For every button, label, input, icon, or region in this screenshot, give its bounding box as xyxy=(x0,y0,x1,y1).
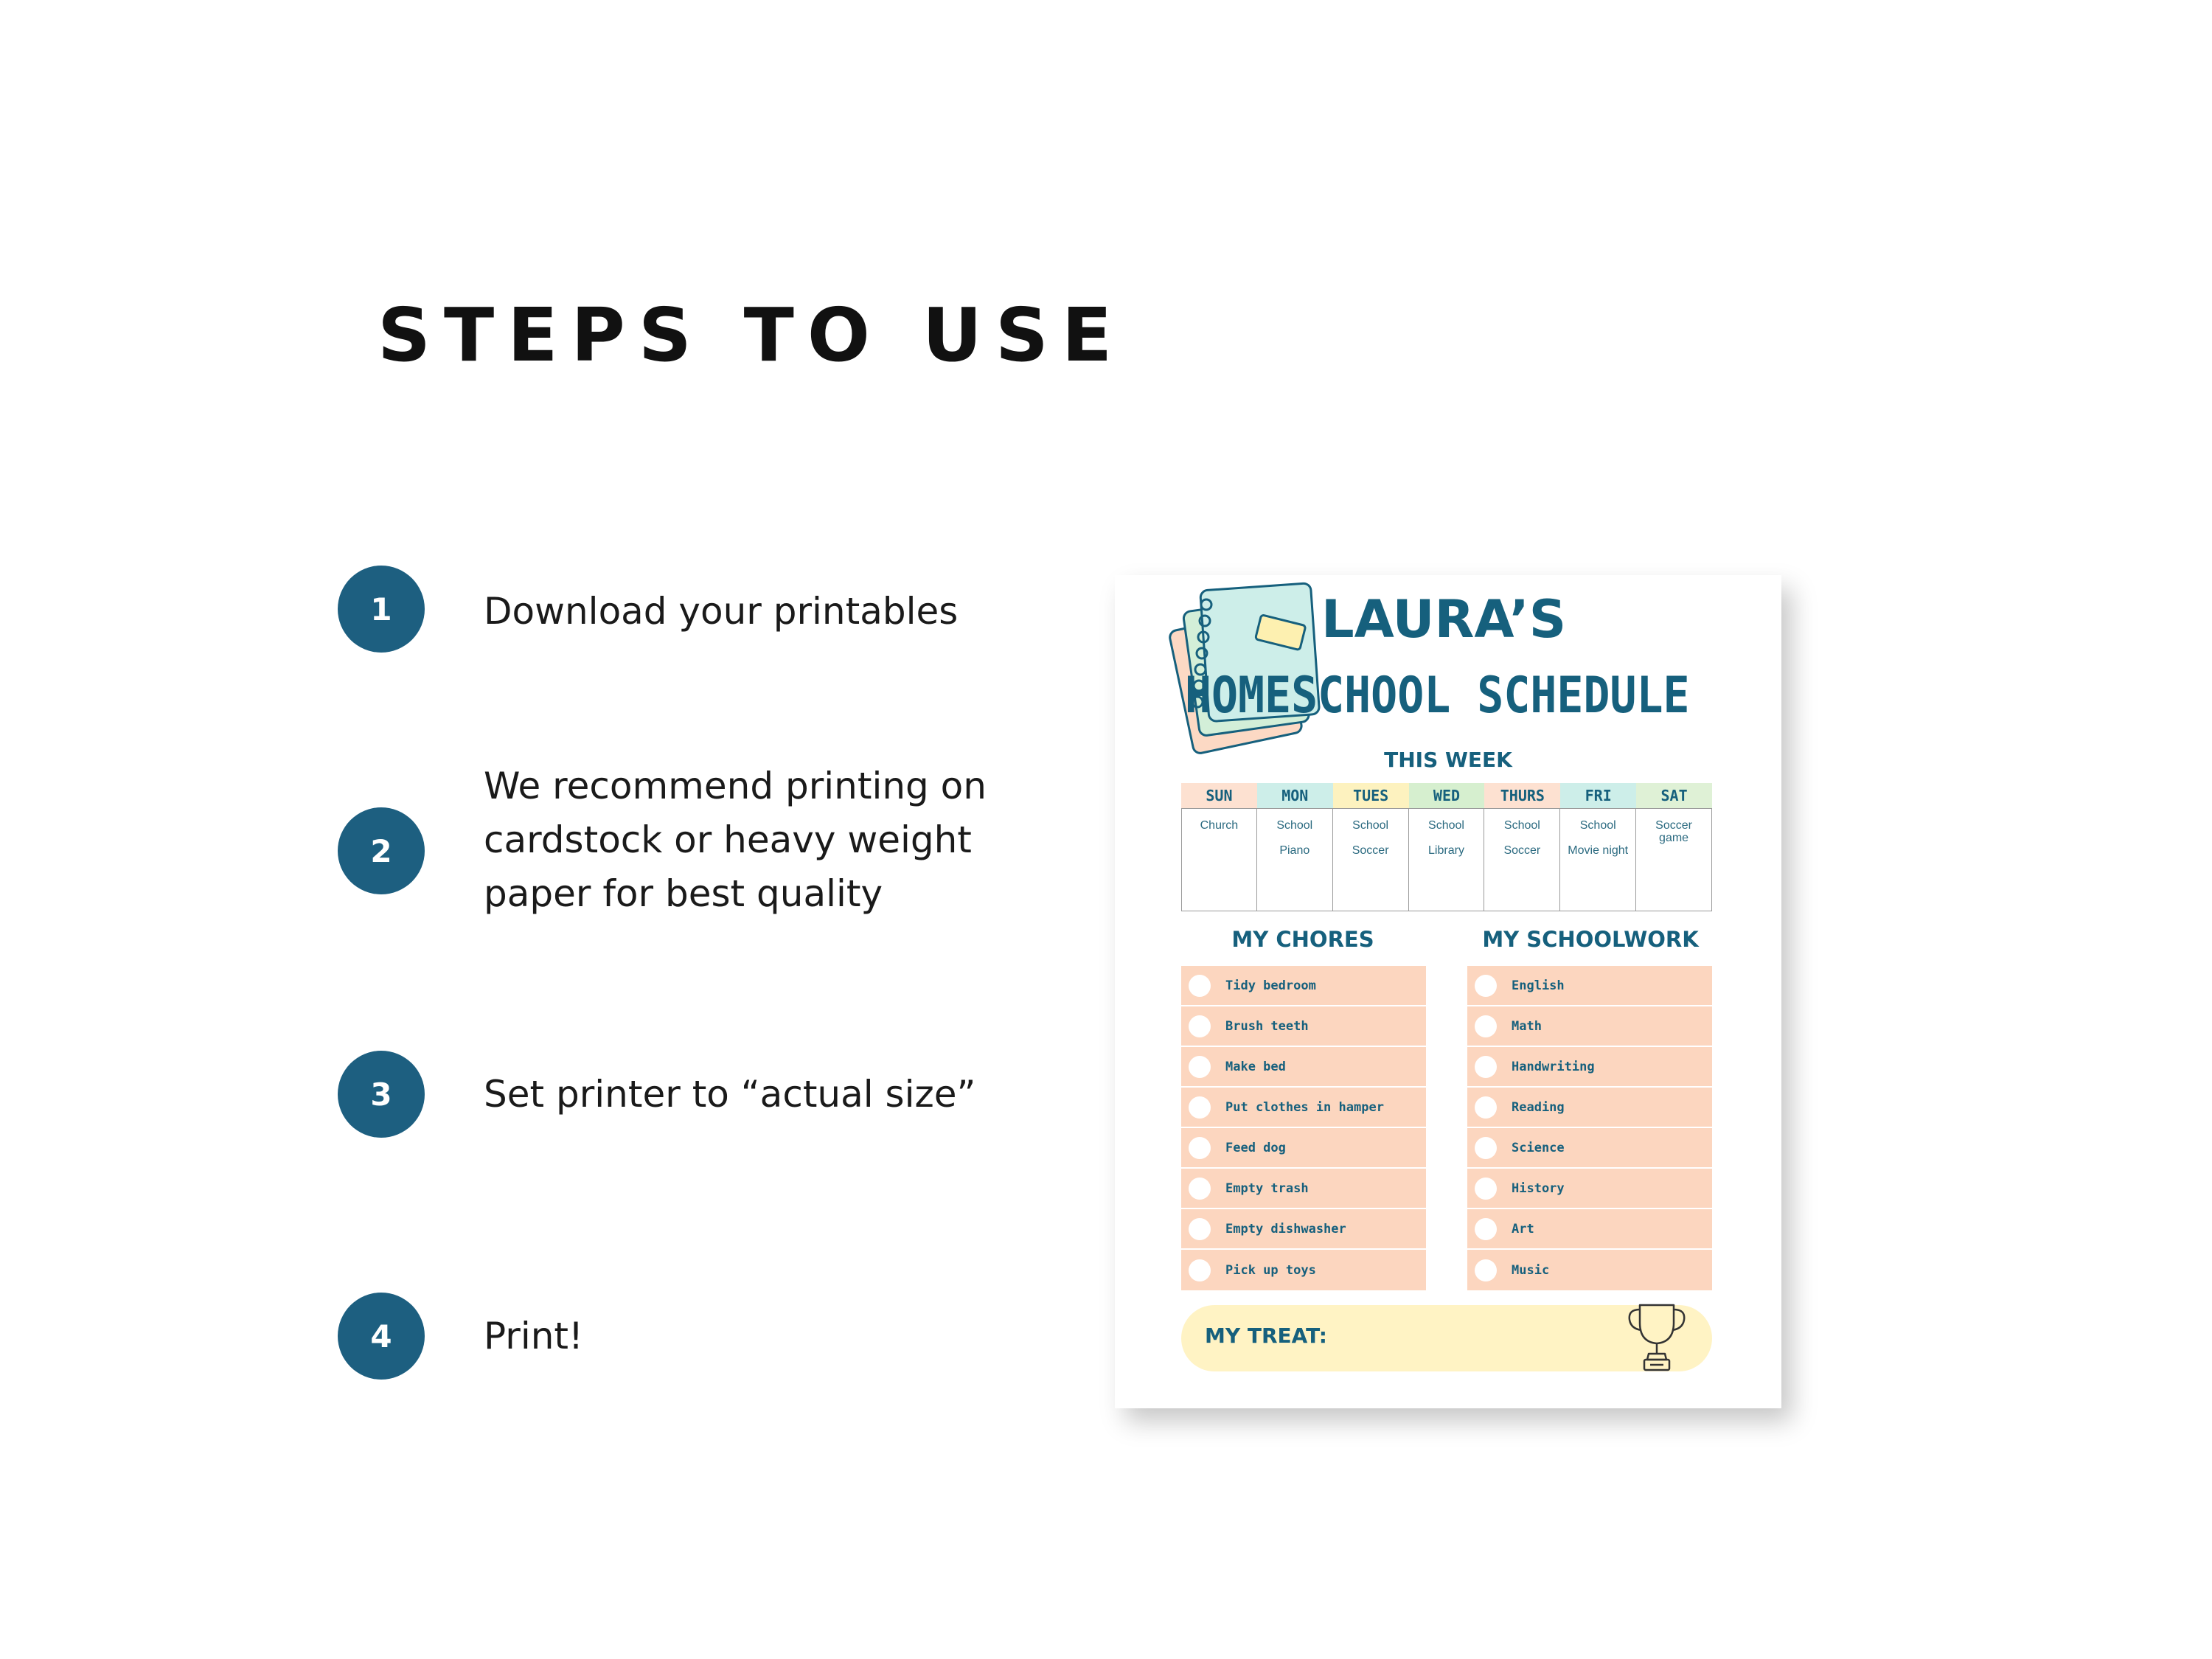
list-item[interactable] xyxy=(1181,1088,1426,1128)
list-item[interactable] xyxy=(1467,1047,1712,1088)
list-item[interactable] xyxy=(1181,1209,1426,1250)
day-header-tues: TUES xyxy=(1333,783,1409,808)
checkbox[interactable] xyxy=(1189,975,1211,997)
checkbox[interactable] xyxy=(1189,1096,1211,1119)
treat-bar xyxy=(1181,1305,1712,1371)
activity: School xyxy=(1579,819,1616,832)
list-item[interactable] xyxy=(1181,1047,1426,1088)
activity: Soccer game xyxy=(1655,819,1692,844)
schedule-title: HOMESCHOOL SCHEDULE xyxy=(1185,667,1690,725)
step-4-text: Print! xyxy=(484,1315,584,1357)
checkbox[interactable] xyxy=(1189,1259,1211,1281)
activity: Library xyxy=(1428,844,1464,857)
chore-label: Tidy bedroom xyxy=(1225,978,1316,993)
step-2-text: We recommend printing on cardstock or heavy weight paper for best quality xyxy=(484,765,987,915)
checkbox[interactable] xyxy=(1475,1259,1497,1281)
list-item[interactable] xyxy=(1467,1088,1712,1128)
day-header-fri: FRI xyxy=(1560,783,1636,808)
activity: Movie night xyxy=(1568,844,1629,857)
list-item[interactable] xyxy=(1181,1169,1426,1209)
list-item[interactable] xyxy=(1467,1128,1712,1169)
list-item[interactable] xyxy=(1467,1209,1712,1250)
day-cell-tues xyxy=(1333,808,1409,911)
list-item[interactable] xyxy=(1467,966,1712,1006)
subject-label: Handwriting xyxy=(1512,1059,1595,1074)
list-item[interactable] xyxy=(1467,1250,1712,1290)
list-item[interactable] xyxy=(1181,1250,1426,1290)
day-header-sun: SUN xyxy=(1181,783,1257,808)
chore-label: Empty trash xyxy=(1225,1180,1309,1196)
day-header-mon: MON xyxy=(1257,783,1333,808)
chores-list xyxy=(1181,966,1426,1290)
step-1-text: Download your printables xyxy=(484,590,959,633)
day-cell-wed xyxy=(1409,808,1485,911)
step-3-badge: 3 xyxy=(338,1051,425,1138)
chore-label: Pick up toys xyxy=(1225,1262,1316,1278)
day-cell-fri xyxy=(1560,808,1636,911)
chore-label: Feed dog xyxy=(1225,1140,1286,1155)
subject-label: Music xyxy=(1512,1262,1550,1278)
week-table xyxy=(1181,783,1712,911)
checkbox[interactable] xyxy=(1475,975,1497,997)
schedule-owner-title: LAURA’S xyxy=(1321,589,1567,650)
subject-label: Math xyxy=(1512,1018,1542,1034)
step-1-badge: 1 xyxy=(338,566,425,653)
checkbox[interactable] xyxy=(1475,1056,1497,1078)
day-cell-sat xyxy=(1636,808,1712,911)
checkbox[interactable] xyxy=(1475,1178,1497,1200)
checkbox[interactable] xyxy=(1475,1137,1497,1159)
checkbox[interactable] xyxy=(1189,1218,1211,1240)
list-item[interactable] xyxy=(1181,1128,1426,1169)
step-4-badge: 4 xyxy=(338,1293,425,1380)
list-item[interactable] xyxy=(1467,1006,1712,1047)
week-title: THIS WEEK xyxy=(1384,748,1512,772)
day-cell-sun xyxy=(1181,808,1257,911)
activity: School xyxy=(1503,819,1540,832)
trophy-icon xyxy=(1624,1301,1690,1374)
schoolwork-title: MY SCHOOLWORK xyxy=(1482,927,1699,952)
checkbox[interactable] xyxy=(1189,1015,1211,1037)
checkbox[interactable] xyxy=(1475,1096,1497,1119)
activity: Church xyxy=(1200,819,1239,832)
activity: Soccer xyxy=(1352,844,1389,857)
chore-label: Empty dishwasher xyxy=(1225,1221,1346,1237)
activity: Soccer xyxy=(1503,844,1541,857)
activity: School xyxy=(1276,819,1313,832)
treat-label: MY TREAT: xyxy=(1205,1324,1327,1348)
step-2-badge: 2 xyxy=(338,807,425,894)
subject-label: History xyxy=(1512,1180,1565,1196)
chore-label: Put clothes in hamper xyxy=(1225,1099,1384,1115)
subject-label: Art xyxy=(1512,1221,1534,1237)
checkbox[interactable] xyxy=(1189,1178,1211,1200)
checkbox[interactable] xyxy=(1475,1015,1497,1037)
list-item[interactable] xyxy=(1181,1006,1426,1047)
day-header-sat: SAT xyxy=(1636,783,1712,808)
chores-title: MY CHORES xyxy=(1231,927,1374,952)
schoolwork-list xyxy=(1467,966,1712,1290)
checkbox[interactable] xyxy=(1475,1218,1497,1240)
list-item[interactable] xyxy=(1467,1169,1712,1209)
subject-label: Reading xyxy=(1512,1099,1565,1115)
page-title: STEPS TO USE xyxy=(378,292,1126,378)
activity: School xyxy=(1428,819,1464,832)
checkbox[interactable] xyxy=(1189,1056,1211,1078)
day-cell-mon xyxy=(1257,808,1333,911)
chore-label: Brush teeth xyxy=(1225,1018,1309,1034)
day-header-thurs: THURS xyxy=(1484,783,1560,808)
checkbox[interactable] xyxy=(1189,1137,1211,1159)
printable-preview xyxy=(1115,575,1781,1408)
list-item[interactable] xyxy=(1181,966,1426,1006)
activity: School xyxy=(1352,819,1389,832)
activity: Piano xyxy=(1279,844,1310,857)
step-3-text: Set printer to “actual size” xyxy=(484,1073,976,1116)
subject-label: Science xyxy=(1512,1140,1565,1155)
day-header-wed: WED xyxy=(1409,783,1485,808)
chore-label: Make bed xyxy=(1225,1059,1286,1074)
subject-label: English xyxy=(1512,978,1565,993)
day-cell-thurs xyxy=(1484,808,1560,911)
